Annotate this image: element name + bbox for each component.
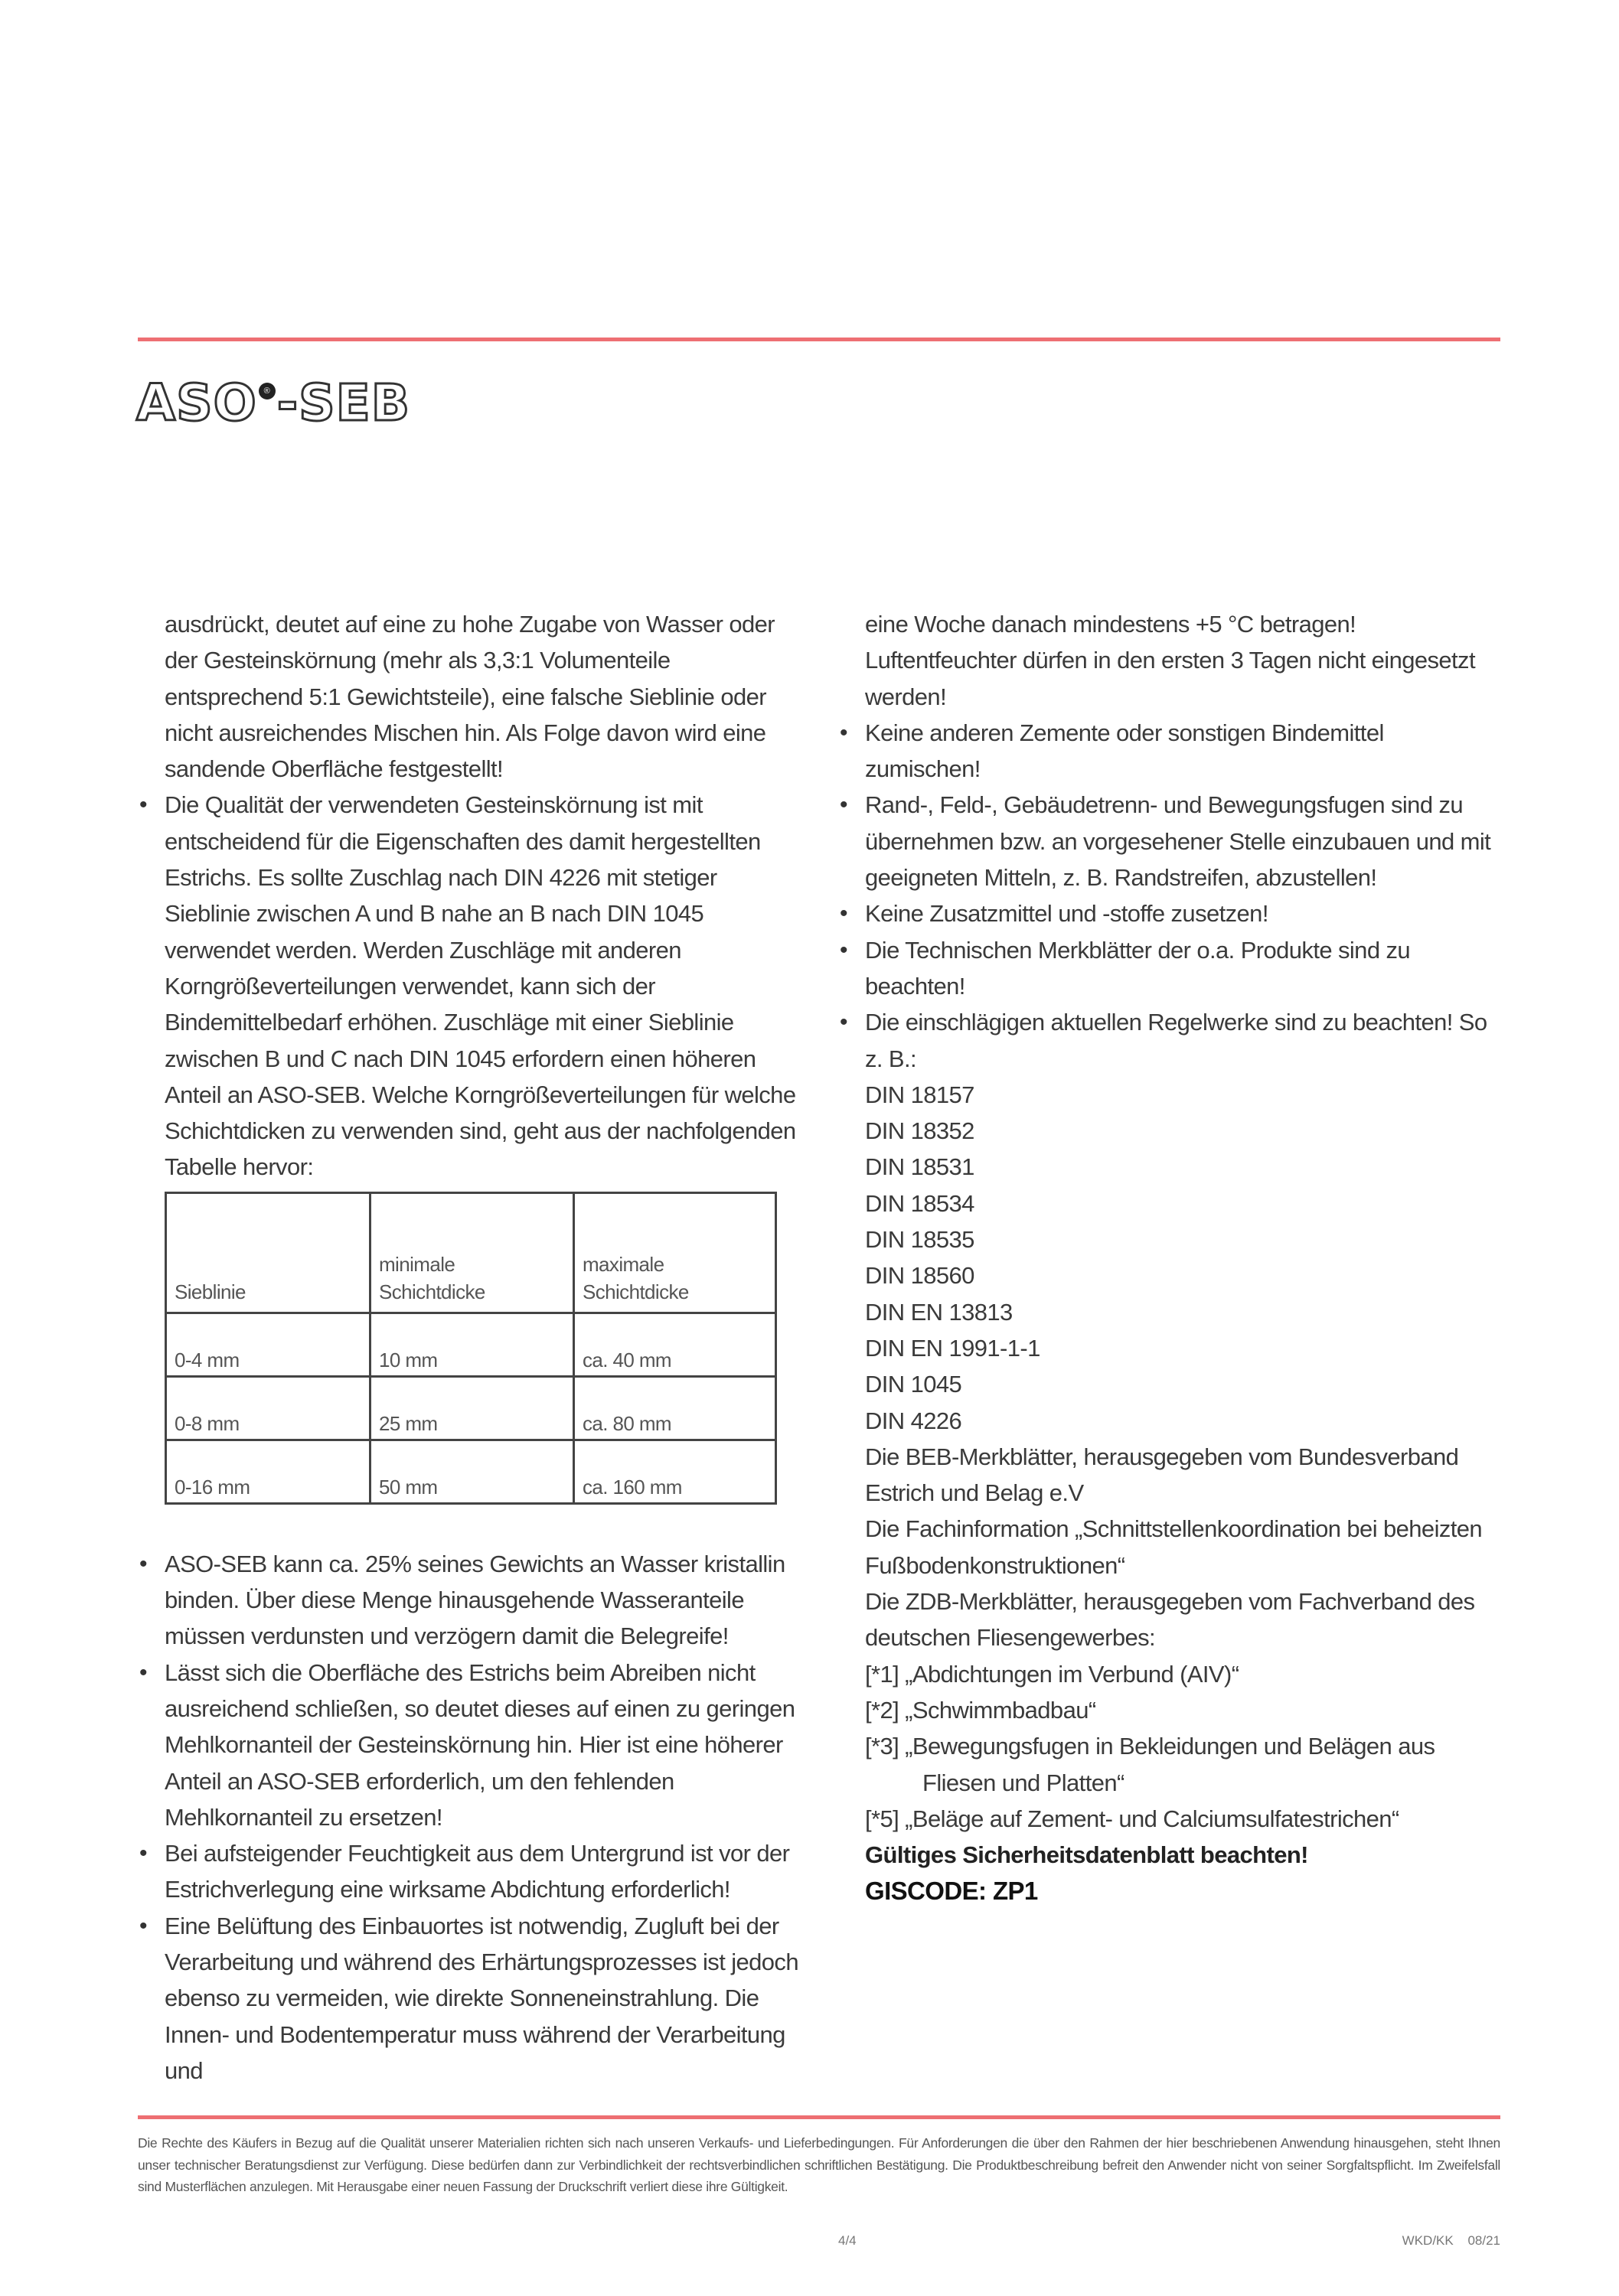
table-cell: 50 mm [370, 1440, 574, 1503]
giscode: GISCODE: ZP1 [865, 1877, 1038, 1906]
right-column [865, 606, 1500, 1910]
bullet-ventilation: • Eine Belüftung des Einbauortes ist notwendig, Zugluft bei der Verarbeitung und während des Erhärtungsprozesses ist jedoch ebenso zu vermeiden, wie direkte Sonneneinstrahlung. Die Innen- und Bodentemperatur muss während der Verarbeitung und [165, 1908, 800, 2089]
table-row [166, 1440, 776, 1503]
table-header-row [166, 1192, 776, 1313]
registered-mark-icon: ® [259, 383, 276, 400]
logo-suffix: -SEB [276, 373, 411, 432]
table-row [166, 1313, 776, 1376]
intro-paragraph: ausdrückt, deutet auf eine zu hohe Zugabe von Wasser oder der Gesteinskörnung (mehr als 3,3:1 Volumenteile entsprechend 5:1 Gewichtsteile), eine falsche Sieblinie oder nicht ausreichendes Mischen hin. Als Folge davon wird eine sandende Oberfläche festgestellt! [165, 611, 775, 783]
table-header: Sieblinie [166, 1192, 370, 1313]
safety-note: Gültiges Sicherheitsdatenblatt beachten! [865, 1841, 1308, 1869]
bullet-surface: • Lässt sich die Oberfläche des Estrichs beim Abreiben nicht ausreichend schließen, so deutet dieses auf einen zu geringen Mehlkornanteil der Gesteinskörnung hin. Hier ist eine höherer Anteil an ASO-SEB erforderlich, um den fehlenden Mehlkornanteil zu ersetzen! [165, 1655, 800, 1835]
table-header: maximale Schichtdicke [574, 1192, 776, 1313]
bullet-moisture: • Bei aufsteigender Feuchtigkeit aus dem Untergrund ist vor der Estrichverlegung eine wirksame Abdichtung erforderlich! [165, 1835, 800, 1908]
product-logo [136, 373, 411, 432]
standard-item: DIN 4226 [865, 1407, 962, 1434]
table-cell: ca. 80 mm [574, 1376, 776, 1440]
table-cell: 0-4 mm [166, 1313, 370, 1376]
zdb-reference: Die ZDB-Merkblätter, herausgegeben vom Fachverband des deutschen Fliesengewerbes: [865, 1588, 1475, 1652]
standard-item: DIN 18535 [865, 1226, 974, 1254]
table-cell: 0-16 mm [166, 1440, 370, 1503]
bullet-tech-sheets: • Die Technischen Merkblätter der o.a. Produkte sind zu beachten! [865, 932, 1500, 1005]
bullet-joints: • Rand-, Feld-, Gebäudetrenn- und Bewegungsfugen sind zu übernehmen bzw. an vorgesehener Stelle einzubauen und mit geeigneten Mitteln, z. B. Randstreifen, abzustellen! [865, 787, 1500, 895]
zdb-item: [*5] „Beläge auf Zement- und Calciumsulfatestrichen“ [865, 1805, 1399, 1832]
footer-rule [138, 2115, 1500, 2119]
standard-item: DIN 18531 [865, 1153, 974, 1181]
page-number: 4/4 [838, 2233, 857, 2248]
bullet-no-additives: • Keine Zusatzmittel und -stoffe zusetzen! [865, 895, 1500, 931]
continuation-paragraph: eine Woche danach mindestens +5 °C betragen! Luftentfeuchter dürfen in den ersten 3 Tagen nicht eingesetzt werden! [865, 611, 1475, 710]
table-header: minimale Schichtdicke [370, 1192, 574, 1313]
logo-text: ASO [136, 373, 257, 432]
table-row [166, 1376, 776, 1440]
standard-item: DIN 18157 [865, 1081, 974, 1108]
standard-item: DIN 18352 [865, 1117, 974, 1145]
standard-item: DIN 18560 [865, 1262, 974, 1290]
standard-item: DIN 1045 [865, 1371, 962, 1398]
zdb-item: [*3] „Bewegungsfugen in Bekleidungen und Belägen aus Fliesen und Platten“ [865, 1733, 1435, 1796]
legal-disclaimer: Die Rechte des Käufers in Bezug auf die Qualität unserer Materialien richten sich nach unseren Verkaufs- und Lieferbedingungen. Für Anforderungen die über den Rahmen der hier beschriebenen Anwendung hinausgehen, steht Ihnen unser technischer Beratungsdienst zur Verfügung. Diese bedürfen dann zur Verbindlichkeit der rechtsverbindlichen schriftlichen Bestätigung. Die Produktbeschreibung befreit den Anwender nicht von seiner Sorgfaltspflicht. Im Zweifelsfall sind Musterflächen anzulegen. Mit Herausgabe einer neuen Fassung der Druckschrift verliert diese ihre Gültigkeit. [138, 2135, 1500, 2194]
document-reference: WKD/KK 08/21 [1402, 2233, 1500, 2248]
table-cell: ca. 160 mm [574, 1440, 776, 1503]
header-rule [138, 338, 1500, 341]
table-cell: 10 mm [370, 1313, 574, 1376]
zdb-item: [*1] „Abdichtungen im Verbund (AIV)“ [865, 1660, 1239, 1688]
bullet-regulations: • Die einschlägigen aktuellen Regelwerke sind zu beachten! So z. B.: [865, 1004, 1500, 1077]
sieve-table [165, 1192, 777, 1505]
fachinfo-reference: Die Fachinformation „Schnittstellenkoordination bei beheizten Fußbodenkonstruktionen“ [865, 1515, 1483, 1579]
standard-item: DIN EN 1991-1-1 [865, 1334, 1040, 1362]
bullet-no-cements: • Keine anderen Zemente oder sonstigen Bindemittel zumischen! [865, 715, 1500, 788]
bullet-water-binding: • ASO-SEB kann ca. 25% seines Gewichts an Wasser kristallin binden. Über diese Menge hinausgehende Wasseranteile müssen verdunsten und verzögern damit die Belegreife! [165, 1546, 800, 1655]
table-cell: ca. 40 mm [574, 1313, 776, 1376]
table-cell: 0-8 mm [166, 1376, 370, 1440]
table-cell: 25 mm [370, 1376, 574, 1440]
bullet-quality: • Die Qualität der verwendeten Gesteinskörnung ist mit entscheidend für die Eigenschaften des damit hergestellten Estrichs. Es sollte Zuschlag nach DIN 4226 mit stetiger Sieblinie zwischen A und B nahe an B nach DIN 1045 verwendet werden. Werden Zuschläge mit anderen Korngrößeverteilungen verwendet, kann sich der Bindemittelbedarf erhöhen. Zuschläge mit einer Sieblinie zwischen B und C nach DIN 1045 erfordern einen höheren Anteil an ASO-SEB. Welche Korngrößeverteilungen für welche Schichtdicken zu verwenden sind, geht aus der nachfolgenden Tabelle hervor: [165, 787, 800, 1185]
standard-item: DIN EN 13813 [865, 1298, 1013, 1326]
left-column [165, 606, 800, 2089]
beb-reference: Die BEB-Merkblätter, herausgegeben vom Bundesverband Estrich und Belag e.V [865, 1443, 1459, 1507]
standard-item: DIN 18534 [865, 1189, 974, 1217]
zdb-item: [*2] „Schwimmbadbau“ [865, 1696, 1096, 1724]
